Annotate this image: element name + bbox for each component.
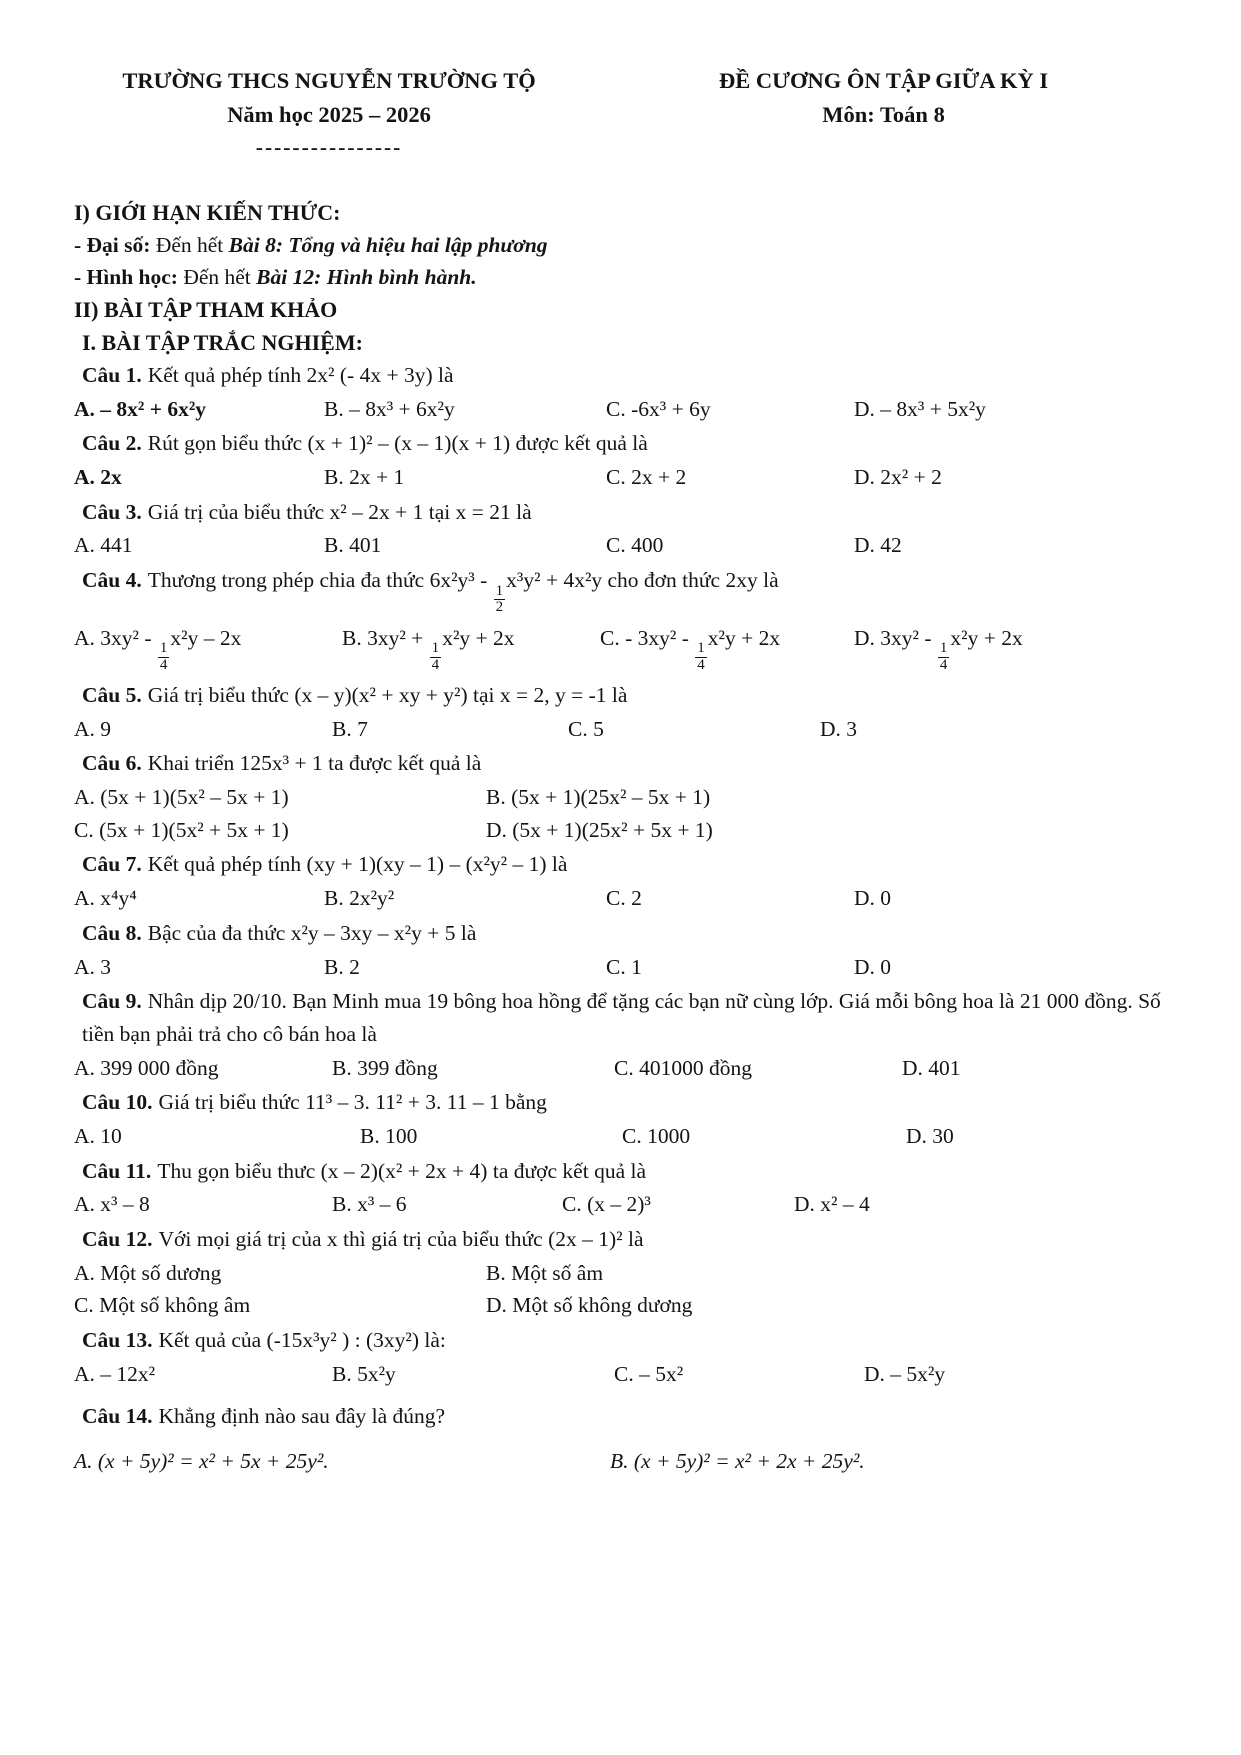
question-text: Giá trị biểu thức 11³ – 3. 11² + 3. 11 – 1 bằng [158,1090,547,1115]
question [74,1223,1183,1322]
options-row [74,1358,1183,1391]
option: A. 10 [74,1123,122,1148]
question-number: Câu 5. [82,683,142,708]
scope-algebra-mid: Đến hết [150,232,229,257]
question [74,1400,1183,1477]
header-left [74,64,584,162]
option: B. (x + 5y)² = x² + 2x + 25y². [610,1448,865,1473]
option: B. 3xy² + $\frac{1}{4}$ x²y + 2x [342,625,515,673]
option: C. 5 [568,716,604,741]
options-row [74,1188,1183,1221]
option: A. x³ – 8 [74,1192,150,1217]
scope-geometry-topic: Bài 12: Hình bình hành. [256,264,477,289]
options-row [74,622,1183,674]
option: A. 2x [74,465,122,490]
question [74,1324,1183,1390]
option: D. 3xy² - $\frac{1}{4}$ x²y + 2x [854,625,1023,673]
question [74,848,1183,914]
options-row [74,1052,1183,1085]
option: B. 2 [324,954,360,979]
question-text: Nhân dịp 20/10. Bạn Minh mua 19 bông hoa hồng để tặng các bạn nữ cùng lớp. Giá mỗi bông hoa là 21 000 đồng. Số tiền bạn phải trả cho cô bán hoa là [82,989,1161,1046]
question-text: Kết quả phép tính (xy + 1)(xy – 1) – (x²y² – 1) là [147,852,568,877]
school-name: TRƯỜNG THCS NGUYỄN TRƯỜNG TỘ [122,68,536,93]
question-number: Câu 6. [82,751,142,776]
option: D. – 8x³ + 5x²y [854,396,986,421]
options-row [74,713,1183,746]
question-text: Rút gọn biểu thức (x + 1)² – (x – 1)(x + 1) được kết quả là [147,431,648,456]
scope-algebra [74,229,1183,261]
options-row [74,393,1183,426]
option: A. 9 [74,716,112,741]
option: D. – 5x²y [864,1361,946,1386]
scope-geometry [74,261,1183,293]
section-3-title: I. BÀI TẬP TRẮC NGHIỆM: [82,330,363,356]
option: C. 2 [606,886,642,911]
option: C. 1 [606,954,642,979]
option: C. 1000 [622,1123,691,1148]
question-number: Câu 4. [82,568,142,593]
option: B. 2x + 1 [324,465,405,490]
option: A. – 12x² [74,1361,156,1386]
fraction: $\frac{1}{4}$ [939,640,948,673]
option: B. 399 đồng [332,1055,438,1080]
question [74,747,1183,846]
question-number: Câu 2. [82,431,142,456]
question-number: Câu 1. [82,363,142,388]
option: D. Một số không dương [486,1293,693,1318]
options-row [74,882,1183,915]
exam-title: ĐỀ CƯƠNG ÔN TẬP GIỮA KỲ I [718,68,1049,93]
option: A. (5x + 1)(5x² – 5x + 1) [74,785,289,810]
options-row [74,1120,1183,1153]
option: D. 401 [902,1055,961,1080]
question [74,359,1183,425]
options-row [74,1257,1183,1322]
option: C. - 3xy² - $\frac{1}{4}$ x²y + 2x [600,625,781,673]
option: D. (5x + 1)(25x² + 5x + 1) [486,817,713,842]
question-number: Câu 11. [82,1158,152,1183]
question [74,679,1183,745]
question [74,1086,1183,1152]
option: B. 100 [360,1123,418,1148]
section-2-title: II) BÀI TẬP THAM KHẢO [74,297,338,323]
option: C. (x – 2)³ [562,1192,651,1217]
question-number: Câu 7. [82,852,142,877]
scope-geometry-label: - Hình học: [74,264,178,289]
option: D. 30 [906,1123,954,1148]
option: B. 7 [332,716,368,741]
question-text: Thương trong phép chia đa thức 6x²y³ - $\frac{1}{2}$ x³y² + 4x²y cho đơn thức 2xy là [147,568,779,616]
header-right [584,64,1183,162]
option: A. 399 000 đồng [74,1055,219,1080]
option: D. 0 [854,954,892,979]
question-number: Câu 14. [82,1404,153,1429]
option: B. 2x²y² [324,886,395,911]
option: C. 400 [606,533,664,558]
question-number: Câu 9. [82,989,142,1014]
options-row [74,781,1183,846]
option: A. 3 [74,954,112,979]
option: A. x⁴y⁴ [74,886,137,911]
question-text: Kết quả của (-15x³y² ) : (3xy²) là: [158,1327,446,1352]
fraction: $\frac{1}{4}$ [431,640,440,673]
option: D. 3 [820,716,858,741]
question-text: Kết quả phép tính 2x² (- 4x + 3y) là [147,363,454,388]
option: A. Một số dương [74,1260,222,1285]
option: C. -6x³ + 6y [606,396,711,421]
option: C. 401000 đồng [614,1055,752,1080]
question-text: Bậc của đa thức x²y – 3xy – x²y + 5 là [147,920,477,945]
option: C. – 5x² [614,1361,684,1386]
question-number: Câu 3. [82,499,142,524]
options-row [74,529,1183,562]
option: C. 2x + 2 [606,465,687,490]
scope-algebra-topic: Bài 8: Tổng và hiệu hai lập phương [228,232,548,257]
question [74,917,1183,983]
question [74,1155,1183,1221]
question-text: Thu gọn biểu thưc (x – 2)(x² + 2x + 4) ta được kết quả là [157,1158,646,1183]
question-text: Khai triển 125x³ + 1 ta được kết quả là [147,751,482,776]
option: A. (x + 5y)² = x² + 5x + 25y². [74,1448,329,1473]
option: A. – 8x² + 6x²y [74,396,207,421]
exam-subject: Môn: Toán 8 [822,101,945,127]
question-text: Giá trị biểu thức (x – y)(x² + xy + y²) tại x = 2, y = -1 là [147,683,628,708]
options-row [74,461,1183,494]
option: D. 2x² + 2 [854,465,942,490]
document-header [74,64,1183,162]
question-text: Giá trị của biểu thức x² – 2x + 1 tại x = 21 là [147,499,532,524]
option: A. 3xy² - $\frac{1}{4}$ x²y – 2x [74,625,242,673]
option: C. Một số không âm [74,1293,251,1318]
question-text: Khẳng định nào sau đây là đúng? [158,1404,446,1429]
option: B. Một số âm [486,1260,604,1285]
options-row [74,1445,1183,1478]
option: A. 441 [74,533,133,558]
fraction: $\frac{1}{4}$ [159,640,168,673]
option: B. – 8x³ + 6x²y [324,396,455,421]
question-number: Câu 13. [82,1327,153,1352]
option: D. 0 [854,886,892,911]
option: B. 401 [324,533,382,558]
option: B. x³ – 6 [332,1192,407,1217]
question-number: Câu 12. [82,1226,153,1251]
question [74,427,1183,493]
question [74,985,1183,1084]
question-text: Với mọi giá trị của x thì giá trị của biểu thức (2x – 1)² là [158,1226,644,1251]
scope-algebra-label: - Đại số: [74,232,151,257]
academic-year: Năm học 2025 – 2026 [227,101,431,127]
option: B. 5x²y [332,1361,396,1386]
fraction: $\frac{1}{4}$ [697,640,705,673]
option: D. x² – 4 [794,1192,870,1217]
option: C. (5x + 1)(5x² + 5x + 1) [74,817,289,842]
options-row [74,951,1183,984]
section-1-title: I) GIỚI HẠN KIẾN THỨC: [74,199,341,225]
question [74,564,1183,673]
scope-geometry-mid: Đến hết [177,264,257,289]
question-number: Câu 10. [82,1090,153,1115]
question-number: Câu 8. [82,920,142,945]
question [74,496,1183,562]
fraction: $\frac{1}{2}$ [495,582,504,616]
divider-dashes: ---------------- [255,134,403,159]
option: D. 42 [854,533,902,558]
option: B. (5x + 1)(25x² – 5x + 1) [486,785,711,810]
